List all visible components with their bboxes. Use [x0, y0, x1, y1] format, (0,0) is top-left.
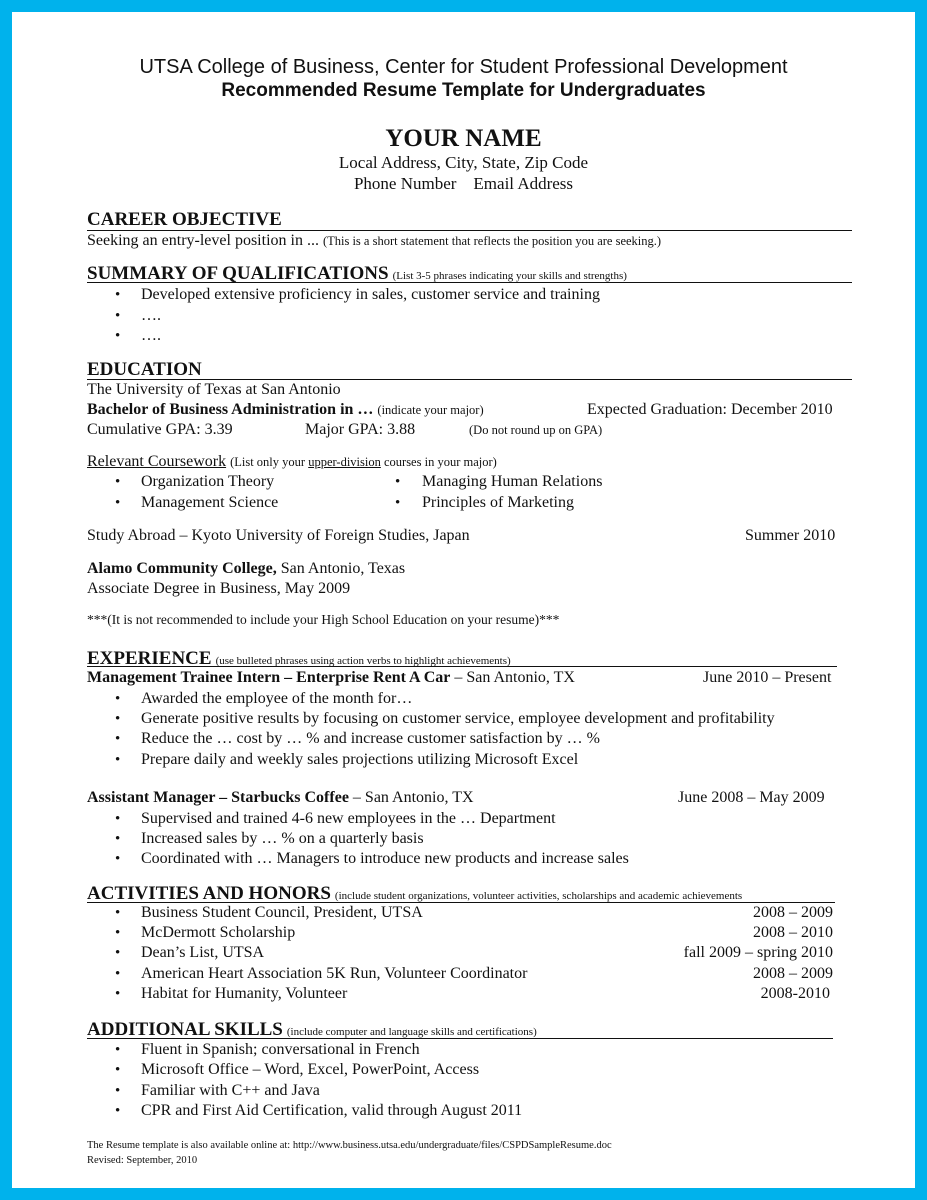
job-bullet: Increased sales by … % on a quarterly basis — [141, 830, 424, 847]
bullet-icon: • — [115, 474, 121, 490]
coursework-note-c: courses in your major) — [380, 455, 497, 469]
experience-note: (use bulleted phrases using action verbs to highlight achievements) — [215, 655, 511, 667]
contact-phone-email: Phone Number Email Address — [353, 174, 574, 193]
cumulative-gpa: Cumulative GPA: 3.39 — [87, 421, 233, 438]
skill-item: Microsoft Office – Word, Excel, PowerPoint, Access — [141, 1061, 480, 1078]
bullet-icon: • — [115, 811, 121, 827]
objective-note: (This is a short statement that reflects the position you are seeking.) — [322, 234, 662, 248]
job-bullet: Generate positive results by focusing on customer service, employee development and profitability — [141, 710, 775, 727]
job-location: – San Antonio, TX — [348, 789, 474, 806]
bullet-icon: • — [115, 966, 121, 982]
course-item: Principles of Marketing — [422, 494, 574, 511]
job-bullet: Supervised and trained 4-6 new employees in the … Department — [141, 810, 556, 827]
bullet-icon: • — [115, 1062, 121, 1078]
job-title-line — [87, 669, 575, 687]
coursework-note-a: (List only your — [230, 455, 309, 469]
bullet-icon: • — [115, 287, 121, 303]
job-bullet: Reduce the … cost by … % and increase customer satisfaction by … % — [141, 730, 600, 747]
bullet-icon: • — [115, 691, 121, 707]
degree-note: (indicate your major) — [377, 403, 484, 417]
bullet-icon: • — [115, 1083, 121, 1099]
institution-title: UTSA College of Business, Center for Student Professional Development — [139, 56, 788, 78]
activity-date: 2008 – 2009 — [753, 965, 833, 982]
bullet-icon: • — [115, 731, 121, 747]
section-divider — [87, 282, 852, 283]
activity-date: 2008 – 2009 — [753, 904, 833, 921]
bullet-icon: • — [115, 905, 121, 921]
education-heading: EDUCATION — [87, 359, 202, 380]
job-bullet: Coordinated with … Managers to introduce new products and increase sales — [141, 850, 629, 867]
activity-item: Business Student Council, President, UTSA — [141, 904, 423, 921]
bullet-icon: • — [115, 1103, 121, 1119]
activity-item: McDermott Scholarship — [141, 924, 296, 941]
resume-document — [12, 12, 915, 1188]
high-school-note: ***(It is not recommended to include your High School Education on your resume)*** — [87, 612, 560, 627]
job-dates: June 2008 – May 2009 — [678, 789, 825, 806]
activity-date: fall 2009 – spring 2010 — [683, 944, 833, 961]
job-title: Assistant Manager – Starbucks Coffee — [87, 789, 349, 806]
summary-item: Developed extensive proficiency in sales, customer service and training — [141, 286, 600, 303]
major-gpa: Major GPA: 3.88 — [305, 421, 416, 438]
job-bullet: Awarded the employee of the month for… — [141, 690, 413, 707]
coursework-label: Relevant Coursework — [87, 453, 227, 470]
contact-address: Local Address, City, State, Zip Code — [338, 153, 589, 172]
section-divider — [87, 230, 852, 231]
template-url-link[interactable]: http://www.business.utsa.edu/undergraduate/files/CSPDSampleResume.doc — [292, 1140, 612, 1151]
bullet-icon: • — [115, 831, 121, 847]
skill-item: Familiar with C++ and Java — [141, 1082, 320, 1099]
bullet-icon: • — [115, 986, 121, 1002]
bullet-icon: • — [115, 851, 121, 867]
job-dates: June 2010 – Present — [703, 669, 832, 686]
footer-revised: Revised: September, 2010 — [87, 1155, 198, 1166]
bullet-icon: • — [115, 308, 121, 324]
activities-heading: ACTIVITIES AND HONORS — [87, 883, 331, 904]
experience-heading: EXPERIENCE — [87, 648, 212, 669]
job-location: – San Antonio, TX — [450, 669, 575, 686]
course-item: Managing Human Relations — [422, 473, 603, 490]
candidate-name: YOUR NAME — [385, 125, 542, 152]
section-divider — [87, 666, 837, 667]
activity-item: American Heart Association 5K Run, Volunteer Coordinator — [141, 965, 528, 982]
template-title: Recommended Resume Template for Undergraduates — [221, 80, 706, 101]
gpa-note: (Do not round up on GPA) — [469, 423, 603, 437]
bullet-icon: • — [115, 328, 121, 344]
footer-availability — [87, 1140, 612, 1151]
bullet-icon: • — [115, 1042, 121, 1058]
skills-note: (include computer and language skills and certifications) — [286, 1026, 537, 1038]
course-item: Organization Theory — [141, 473, 275, 490]
summary-heading: SUMMARY OF QUALIFICATIONS — [87, 263, 389, 284]
section-divider — [87, 1038, 833, 1039]
job-title-line — [87, 789, 474, 807]
skill-item: Fluent in Spanish; conversational in French — [141, 1041, 420, 1058]
course-item: Management Science — [141, 494, 279, 511]
job-bullet: Prepare daily and weekly sales projections utilizing Microsoft Excel — [141, 751, 579, 768]
coursework-line — [87, 453, 497, 471]
bullet-icon: • — [115, 711, 121, 727]
summary-note: (List 3-5 phrases indicating your skills and strengths) — [392, 270, 627, 282]
education-degree: Bachelor of Business Administration in … — [87, 401, 374, 418]
section-divider — [87, 379, 852, 380]
education-degree-line — [87, 401, 484, 419]
career-objective-heading: CAREER OBJECTIVE — [87, 209, 282, 230]
activity-date: 2008 – 2010 — [753, 924, 833, 941]
activity-item: Dean’s List, UTSA — [141, 944, 265, 961]
job-title: Management Trainee Intern – Enterprise Rent A Car — [87, 669, 451, 686]
bullet-icon: • — [115, 752, 121, 768]
career-objective-text — [87, 232, 661, 250]
bullet-icon: • — [395, 474, 401, 490]
bullet-icon: • — [115, 945, 121, 961]
footer-availability-label: The Resume template is also available online at: — [87, 1140, 291, 1151]
bullet-icon: • — [395, 495, 401, 511]
community-college-line — [87, 560, 405, 578]
bullet-icon: • — [115, 925, 121, 941]
community-college-location: San Antonio, Texas — [276, 560, 406, 577]
activities-note: (include student organizations, volunteer activities, scholarships and academic achievements — [334, 890, 743, 902]
study-abroad-date: Summer 2010 — [745, 527, 836, 544]
education-school: The University of Texas at San Antonio — [87, 381, 341, 398]
coursework-note — [230, 455, 497, 469]
summary-item: …. — [141, 327, 161, 344]
objective-text: Seeking an entry-level position in ... — [87, 232, 319, 249]
associate-degree: Associate Degree in Business, May 2009 — [87, 580, 351, 597]
page — [12, 12, 915, 1188]
graduation-date: Expected Graduation: December 2010 — [587, 401, 833, 418]
coursework-note-b: upper-division — [308, 455, 381, 469]
activity-item: Habitat for Humanity, Volunteer — [141, 985, 348, 1002]
activity-date: 2008-2010 — [760, 985, 830, 1002]
community-college-name: Alamo Community College, — [87, 560, 277, 577]
skill-item: CPR and First Aid Certification, valid through August 2011 — [141, 1102, 523, 1119]
summary-item: …. — [141, 307, 161, 324]
section-divider — [87, 902, 835, 903]
skills-heading: ADDITIONAL SKILLS — [87, 1019, 283, 1040]
bullet-icon: • — [115, 495, 121, 511]
study-abroad: Study Abroad – Kyoto University of Foreign Studies, Japan — [87, 527, 470, 544]
